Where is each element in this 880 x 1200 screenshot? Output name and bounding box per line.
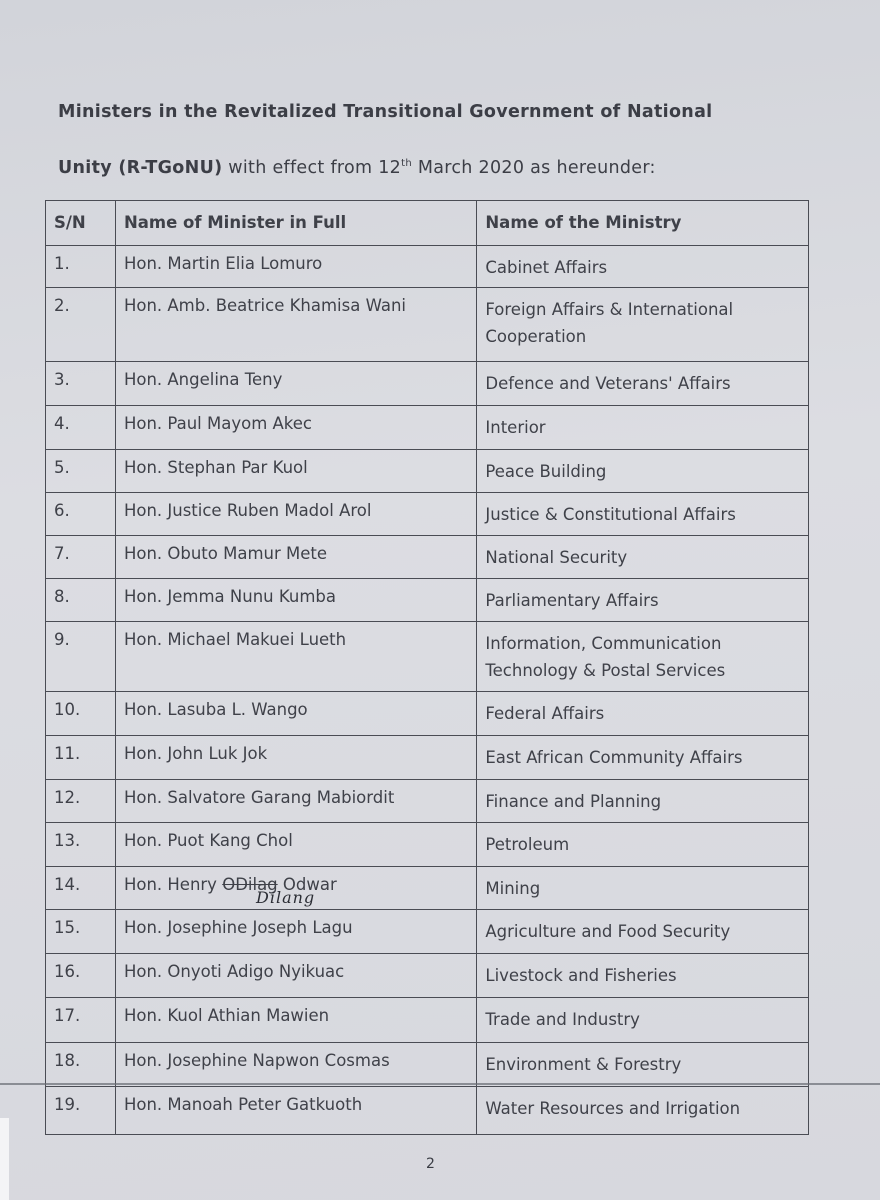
row-sn: 19. bbox=[46, 1087, 116, 1135]
row-ministry: Environment & Forestry bbox=[477, 1043, 809, 1087]
row-sn: 10. bbox=[46, 692, 116, 736]
table-row bbox=[46, 910, 809, 954]
row-minister-name: Hon. Amb. Beatrice Khamisa Wani bbox=[115, 288, 476, 362]
row-ministry: Information, Communication Technology & Postal Services bbox=[477, 622, 809, 692]
header-minister-name: Name of Minister in Full bbox=[115, 201, 476, 246]
table-row bbox=[46, 622, 809, 692]
row-minister-name: Hon. Salvatore Garang Mabiordit bbox=[115, 780, 476, 823]
row-minister-name: Hon. Justice Ruben Madol Arol bbox=[115, 493, 476, 536]
table-row bbox=[46, 1043, 809, 1087]
table-row bbox=[46, 954, 809, 998]
row-sn: 8. bbox=[46, 579, 116, 622]
heading-date-text: March 2020 as hereunder: bbox=[411, 157, 656, 178]
row-ministry: Federal Affairs bbox=[477, 692, 809, 736]
row-sn: 6. bbox=[46, 493, 116, 536]
row-sn: 12. bbox=[46, 780, 116, 823]
table-row bbox=[46, 823, 809, 867]
row-minister-name: Hon. Paul Mayom Akec bbox=[115, 406, 476, 450]
row-minister-name: Hon. Onyoti Adigo Nyikuac bbox=[115, 954, 476, 998]
row-minister-name: Hon. Lasuba L. Wango bbox=[115, 692, 476, 736]
row-ministry: Mining bbox=[477, 867, 809, 910]
row-sn: 9. bbox=[46, 622, 116, 692]
struck-out-text: ODilag bbox=[222, 875, 278, 894]
row-ministry: Peace Building bbox=[477, 450, 809, 493]
row-sn: 17. bbox=[46, 998, 116, 1043]
table-row bbox=[46, 1087, 809, 1135]
name-suffix: Odwar bbox=[277, 875, 337, 894]
row-ministry: Finance and Planning bbox=[477, 780, 809, 823]
row-ministry: Foreign Affairs & International Cooperation bbox=[477, 288, 809, 362]
row-ministry: Defence and Veterans' Affairs bbox=[477, 362, 809, 406]
heading-line-1: Ministers in the Revitalized Transitional Government of National bbox=[58, 102, 713, 122]
row-sn: 4. bbox=[46, 406, 116, 450]
table-row bbox=[46, 998, 809, 1043]
row-ministry: East African Community Affairs bbox=[477, 736, 809, 780]
ministers-table bbox=[45, 200, 809, 1135]
row-sn: 3. bbox=[46, 362, 116, 406]
row-ministry: Agriculture and Food Security bbox=[477, 910, 809, 954]
row-sn: 15. bbox=[46, 910, 116, 954]
heading-line-2 bbox=[58, 138, 818, 194]
row-sn: 2. bbox=[46, 288, 116, 362]
row-sn: 1. bbox=[46, 246, 116, 288]
row-ministry: Petroleum bbox=[477, 823, 809, 867]
row-minister-name: Hon. Jemma Nunu Kumba bbox=[115, 579, 476, 622]
header-sn: S/N bbox=[46, 201, 116, 246]
table-row bbox=[46, 692, 809, 736]
row-ministry: Parliamentary Affairs bbox=[477, 579, 809, 622]
row-sn: 14. bbox=[46, 867, 116, 910]
table-row bbox=[46, 450, 809, 493]
row-sn: 16. bbox=[46, 954, 116, 998]
table-row bbox=[46, 493, 809, 536]
table-row bbox=[46, 288, 809, 362]
table-row bbox=[46, 780, 809, 823]
row-ministry: Cabinet Affairs bbox=[477, 246, 809, 288]
row-ministry: Trade and Industry bbox=[477, 998, 809, 1043]
row-minister-name: Hon. Martin Elia Lomuro bbox=[115, 246, 476, 288]
row-minister-name: Hon. Manoah Peter Gatkuoth bbox=[115, 1087, 476, 1135]
row-ministry: Water Resources and Irrigation bbox=[477, 1087, 809, 1135]
handwritten-correction: Dilang bbox=[256, 888, 316, 907]
row-sn: 11. bbox=[46, 736, 116, 780]
heading-govt-abbrev: Unity (R-TGoNU) bbox=[58, 157, 223, 178]
table-row bbox=[46, 536, 809, 579]
row-ministry: Interior bbox=[477, 406, 809, 450]
row-sn: 13. bbox=[46, 823, 116, 867]
row-minister-name: Hon. Angelina Teny bbox=[115, 362, 476, 406]
row-minister-name: Hon. Obuto Mamur Mete bbox=[115, 536, 476, 579]
table-row bbox=[46, 736, 809, 780]
row-ministry: National Security bbox=[477, 536, 809, 579]
row-sn: 7. bbox=[46, 536, 116, 579]
row-minister-name: Hon. Josephine Joseph Lagu bbox=[115, 910, 476, 954]
heading-date-suffix: th bbox=[401, 158, 412, 169]
table-row bbox=[46, 579, 809, 622]
name-prefix: Hon. Henry bbox=[123, 875, 223, 894]
table-row bbox=[46, 246, 809, 288]
row-sn: 5. bbox=[46, 450, 116, 493]
row-minister-name: Hon. Kuol Athian Mawien bbox=[115, 998, 476, 1043]
table-header-row bbox=[46, 201, 809, 246]
row-minister-name: Hon. Josephine Napwon Cosmas bbox=[115, 1043, 476, 1087]
heading-effective-text: with effect from 12 bbox=[222, 157, 402, 178]
page-edge-tab bbox=[0, 1118, 9, 1200]
header-ministry: Name of the Ministry bbox=[477, 201, 809, 246]
page-number: 2 bbox=[426, 1156, 435, 1172]
row-minister-name: Hon. Stephan Par Kuol bbox=[115, 450, 476, 493]
row-ministry: Livestock and Fisheries bbox=[477, 954, 809, 998]
table-row bbox=[46, 362, 809, 406]
row-minister-name: Hon. John Luk Jok bbox=[115, 736, 476, 780]
row-minister-name: Hon. Michael Makuei Lueth bbox=[115, 622, 476, 692]
row-minister-name: Hon. Puot Kang Chol bbox=[115, 823, 476, 867]
fold-line bbox=[0, 1083, 880, 1085]
table-row bbox=[46, 406, 809, 450]
table-row bbox=[46, 867, 809, 910]
document-heading bbox=[58, 86, 818, 194]
row-ministry: Justice & Constitutional Affairs bbox=[477, 493, 809, 536]
row-sn: 18. bbox=[46, 1043, 116, 1087]
